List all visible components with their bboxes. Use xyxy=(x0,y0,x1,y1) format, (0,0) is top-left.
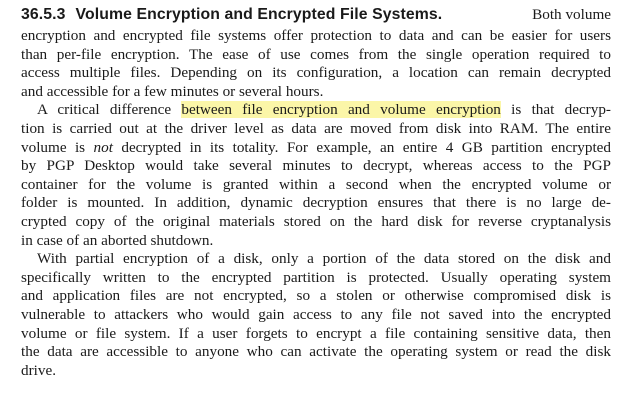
document-page xyxy=(21,6,611,380)
paragraph-2-line-3-before: volume is xyxy=(21,138,94,156)
paragraph-3-line-2: specifically written to the encrypted partition is protected. Usually operating system xyxy=(21,268,611,286)
paragraph-1-line-4: access multiple files. Depending on its configuration, a location can remain decrypted xyxy=(21,64,611,82)
paragraph-1-line-1: Both volume xyxy=(532,6,611,23)
paragraph-2-line-6: folder is mounted. In addition, dynamic decryption ensures that there is no large de- xyxy=(21,194,611,212)
paragraph-2-line-1-before: A critical difference xyxy=(37,101,182,119)
paragraph-3-line-7: drive. xyxy=(21,361,57,379)
paragraph-2-line-8: in case of an aborted shutdown. xyxy=(21,231,214,249)
paragraph-1-line-3: than per-file encryption. The ease of use comes from the single operation required to xyxy=(21,45,611,63)
emphasis-not: not xyxy=(93,138,113,156)
paragraph-2-line-3 xyxy=(21,139,611,158)
paragraph-3-line-4: vulnerable to attackers who would gain access to any file not saved into the encrypted xyxy=(21,305,611,323)
paragraph-1-line-2: encryption and encrypted file systems offer protection to data and can be easier for users xyxy=(21,27,611,44)
section-heading xyxy=(21,6,442,25)
paragraph-2-line-1-after: is that decryp- xyxy=(500,101,611,119)
highlighted-phrase: between file encryption and volume encryption xyxy=(181,101,501,119)
paragraph-2-line-4: by PGP Desktop would take several minutes to decrypt, whereas access to the PGP xyxy=(21,157,611,175)
section-number: 36.5.3 xyxy=(21,6,66,23)
paragraph-2-line-7: crypted copy of the original materials stored on the hard disk for reverse cryptanalysis xyxy=(21,212,611,230)
paragraph-2-line-1 xyxy=(21,101,611,120)
paragraph-2-line-5: container for the volume is granted within a second when the encrypted volume or xyxy=(21,175,611,193)
paragraph-2-line-3-after: decrypted in its totality. For example, an entire 4 GB partition encrypted xyxy=(112,138,611,156)
paragraph-1 xyxy=(21,27,611,101)
paragraph-2-line-2: tion is carried out at the driver level as data are moved from disk into RAM. The entire xyxy=(21,119,611,137)
paragraph-3-line-5: volume or file system. If a user forgets to encrypt a file containing sensitive data, then xyxy=(21,324,611,342)
paragraph-3-line-1: With partial encryption of a disk, only a portion of the data stored on the disk and xyxy=(37,250,611,268)
paragraph-3-line-3: and application files are not encrypted, so a stolen or otherwise compromised disk is xyxy=(21,287,611,305)
section-heading-line xyxy=(21,6,611,27)
paragraph-2 xyxy=(21,101,611,250)
paragraph-3 xyxy=(21,250,611,380)
section-title: Volume Encryption and Encrypted File Systems. xyxy=(75,6,443,23)
paragraph-3-line-6: the data are accessible to anyone who can activate the operating system or read the disk xyxy=(21,343,611,361)
paragraph-1-line-5: and accessible for a few minutes or several hours. xyxy=(21,82,324,100)
